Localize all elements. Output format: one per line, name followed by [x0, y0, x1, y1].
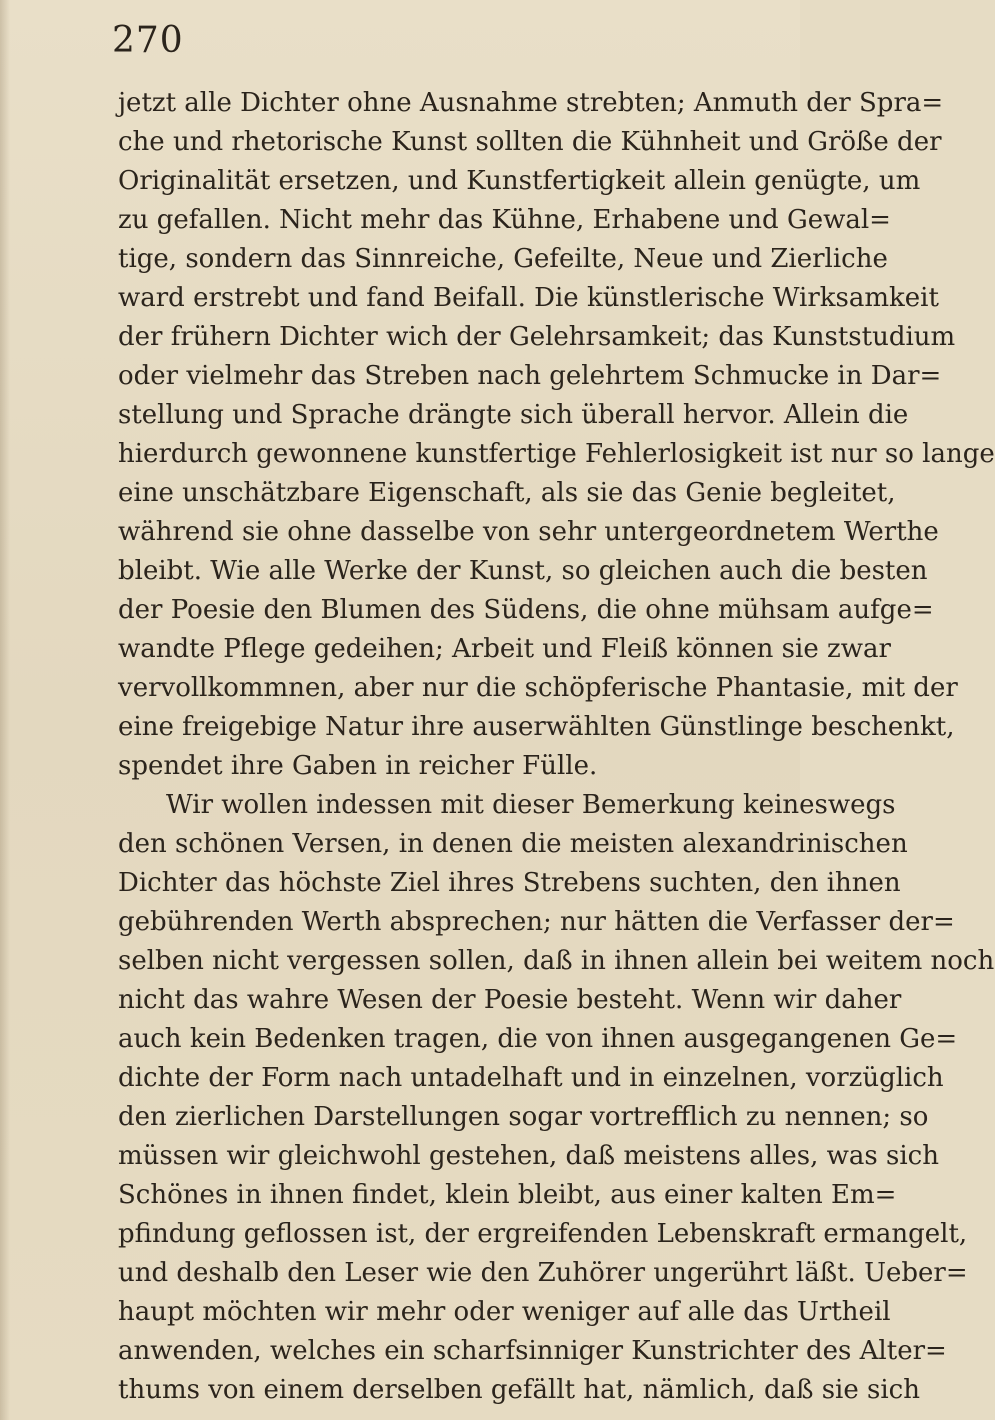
- text-line: zu gefallen. Nicht mehr das Kühne, Erhabene und Gewal=: [118, 205, 891, 235]
- page-fold-shadow: [0, 0, 10, 1420]
- text-line: spendet ihre Gaben in reicher Fülle.: [118, 751, 598, 781]
- text-line: der Poesie den Blumen des Südens, die ohne mühsam aufge=: [118, 595, 934, 625]
- paragraph: [118, 84, 995, 786]
- text-line: während sie ohne dasselbe von sehr untergeordnetem Werthe: [118, 517, 939, 547]
- text-line: hierdurch gewonnene kunstfertige Fehlerlosigkeit ist nur so lange: [118, 439, 995, 469]
- text-line: den zierlichen Darstellungen sogar vortrefflich zu nennen; so: [118, 1102, 929, 1132]
- text-line: Wir wollen indessen mit dieser Bemerkung keineswegs: [166, 790, 896, 820]
- text-line: anwenden, welches ein scharfsinniger Kunstrichter des Alter=: [118, 1336, 947, 1366]
- text-line: Dichter das höchste Ziel ihres Strebens suchten, den ihnen: [118, 868, 901, 898]
- text-line: haupt möchten wir mehr oder weniger auf alle das Urtheil: [118, 1297, 891, 1327]
- text-line: wandte Pflege gedeihen; Arbeit und Fleiß können sie zwar: [118, 634, 891, 664]
- text-line: eine unschätzbare Eigenschaft, als sie das Genie begleitet,: [118, 478, 896, 508]
- text-line: thums von einem derselben gefällt hat, nämlich, daß sie sich: [118, 1375, 920, 1405]
- text-line: den schönen Versen, in denen die meisten alexandrinischen: [118, 829, 908, 859]
- text-line: oder vielmehr das Streben nach gelehrtem Schmucke in Dar=: [118, 361, 942, 391]
- text-line: ward erstrebt und fand Beifall. Die künstlerische Wirksamkeit: [118, 283, 939, 313]
- page-number: 270: [112, 20, 184, 61]
- text-line: che und rhetorische Kunst sollten die Kühnheit und Größe der: [118, 127, 942, 157]
- text-line: Schönes in ihnen findet, klein bleibt, aus einer kalten Em=: [118, 1180, 897, 1210]
- paragraph: [118, 786, 995, 1410]
- text-line: müssen wir gleichwohl gestehen, daß meistens alles, was sich: [118, 1141, 939, 1171]
- text-line: bleibt. Wie alle Werke der Kunst, so gleichen auch die besten: [118, 556, 928, 586]
- text-line: auch kein Bedenken tragen, die von ihnen ausgegangenen Ge=: [118, 1024, 958, 1054]
- text-line: eine freigebige Natur ihre auserwählten Günstlinge beschenkt,: [118, 712, 955, 742]
- text-line: jetzt alle Dichter ohne Ausnahme strebten; Anmuth der Spra=: [118, 88, 944, 118]
- text-line: Originalität ersetzen, und Kunstfertigkeit allein genügte, um: [118, 166, 921, 196]
- text-line: pfindung geflossen ist, der ergreifenden Lebenskraft ermangelt,: [118, 1219, 968, 1249]
- text-line: stellung und Sprache drängte sich überall hervor. Allein die: [118, 400, 909, 430]
- text-line: der frühern Dichter wich der Gelehrsamkeit; das Kunststudium: [118, 322, 956, 352]
- text-line: tige, sondern das Sinnreiche, Gefeilte, Neue und Zierliche: [118, 244, 888, 274]
- body-text: [118, 84, 995, 1410]
- text-line: gebührenden Werth absprechen; nur hätten die Verfasser der=: [118, 907, 955, 937]
- text-line: vervollkommnen, aber nur die schöpferische Phantasie, mit der: [118, 673, 958, 703]
- text-line: dichte der Form nach untadelhaft und in einzelnen, vorzüglich: [118, 1063, 944, 1093]
- text-line: selben nicht vergessen sollen, daß in ihnen allein bei weitem noch: [118, 946, 995, 976]
- text-line: nicht das wahre Wesen der Poesie besteht. Wenn wir daher: [118, 985, 902, 1015]
- text-line: und deshalb den Leser wie den Zuhörer ungerührt läßt. Ueber=: [118, 1258, 968, 1288]
